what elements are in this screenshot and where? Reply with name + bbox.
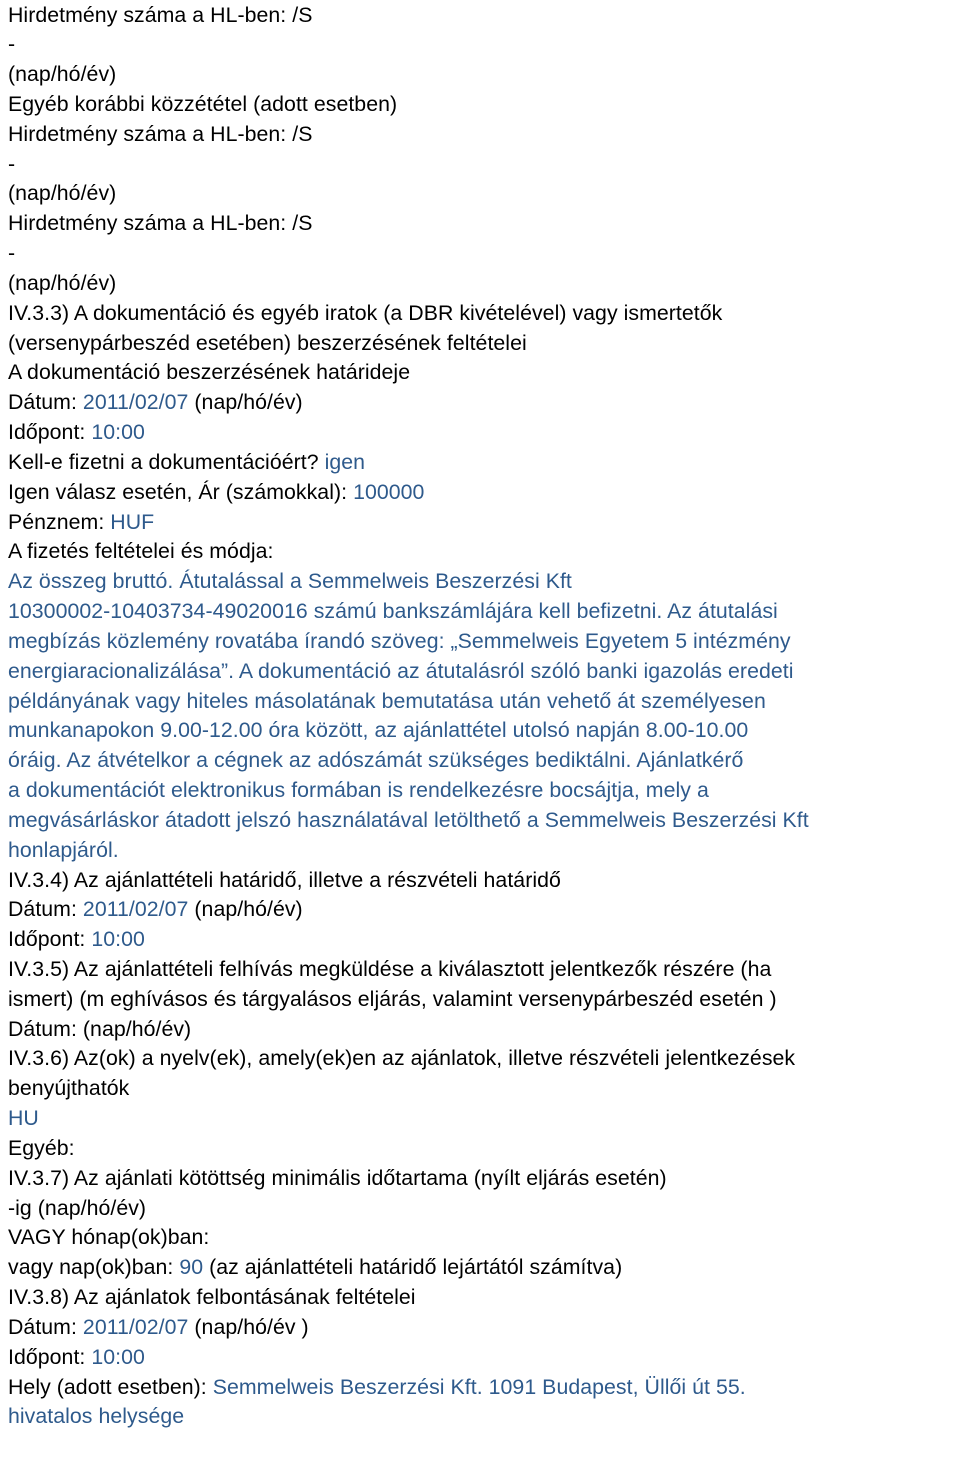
field-label: IV.3.5) Az ajánlattételi felhívás megküldése a kiválasztott jelentkezők részére (ha xyxy=(8,957,772,981)
field-label: (nap/hó/év) xyxy=(188,897,303,922)
field-label: - xyxy=(8,151,16,176)
field-value: óráig. Az átvételkor a cégnek az adószámát szükséges bediktálni. Ajánlatkérő xyxy=(8,748,744,773)
field-label: (nap/hó/év) xyxy=(8,62,117,87)
field-label: IV.3.3) A dokumentáció és egyéb iratok (a DBR kivételével) vagy ismertetők xyxy=(8,300,723,325)
field-label: vagy nap(ok)ban: xyxy=(8,1255,180,1280)
field-label: - xyxy=(8,241,16,266)
document-line xyxy=(8,656,958,686)
document-line xyxy=(8,1372,958,1402)
field-label: Időpont: xyxy=(8,927,92,952)
document-line xyxy=(8,477,958,507)
document-line xyxy=(8,954,958,984)
document-line xyxy=(8,745,958,775)
document-line xyxy=(8,298,958,328)
field-label: Hirdetmény száma a HL-ben: /S xyxy=(8,211,313,236)
field-value: igen xyxy=(324,449,366,474)
field-label: benyújthatók xyxy=(8,1076,130,1101)
field-value: megvásárláskor átadott jelszó használatával letölthető a Semmelweis Beszerzési Kft xyxy=(8,807,809,832)
field-label: Egyéb korábbi közzététel (adott esetben) xyxy=(8,91,398,116)
document-line xyxy=(8,119,958,149)
field-label: Dátum: xyxy=(8,1314,83,1339)
field-label: Időpont: xyxy=(8,1344,92,1369)
document-line xyxy=(8,805,958,835)
document-line xyxy=(8,1043,958,1073)
document-line xyxy=(8,29,958,59)
field-value: Az összeg bruttó. Átutalással a Semmelweis Beszerzési Kft xyxy=(8,569,572,594)
document-line xyxy=(8,1103,958,1133)
document-line xyxy=(8,596,958,626)
field-value: Semmelweis Beszerzési Kft. 1091 Budapest, Üllői út 55. xyxy=(212,1374,746,1399)
document-line xyxy=(8,507,958,537)
field-label: -ig (nap/hó/év) xyxy=(8,1195,147,1220)
field-label: IV.3.7) Az ajánlati kötöttség minimális időtartama (nyílt eljárás esetén) xyxy=(8,1165,667,1190)
field-label: (az ajánlattételi határidő lejártától számítva) xyxy=(203,1255,623,1280)
document-line xyxy=(8,1193,958,1223)
field-label: Igen válasz esetén, Ár (számokkal): xyxy=(8,479,354,504)
document-line xyxy=(8,536,958,566)
field-label: Időpont: xyxy=(8,420,92,445)
field-label: Dátum: (nap/hó/év) xyxy=(8,1016,192,1041)
document-body xyxy=(8,0,958,1432)
document-line xyxy=(8,865,958,895)
field-label: (nap/hó/év) xyxy=(188,390,303,415)
field-value: 2011/02/07 xyxy=(82,897,189,922)
field-label: (nap/hó/év) xyxy=(8,181,117,206)
document-line xyxy=(8,1401,958,1431)
document-line xyxy=(8,924,958,954)
document-line xyxy=(8,1252,958,1282)
document-line xyxy=(8,1073,958,1103)
field-label: IV.3.6) Az(ok) a nyelv(ek), amely(ek)en az ajánlatok, illetve részvételi jelentkezések xyxy=(8,1046,796,1071)
document-line xyxy=(8,357,958,387)
field-label: Dátum: xyxy=(8,390,83,415)
field-label: Kell-e fizetni a dokumentációért? xyxy=(8,449,325,474)
field-label: (nap/hó/év ) xyxy=(188,1314,309,1339)
field-value: 2011/02/07 xyxy=(82,1314,189,1339)
field-label: IV.3.4) Az ajánlattételi határidő, illetve a részvételi határidő xyxy=(8,867,561,892)
field-value: 90 xyxy=(179,1255,204,1280)
document-line xyxy=(8,566,958,596)
field-value: honlapjáról. xyxy=(8,837,119,862)
field-label: Hely (adott esetben): xyxy=(8,1374,213,1399)
document-line xyxy=(8,417,958,447)
field-label: Hirdetmény száma a HL-ben: /S xyxy=(8,121,313,146)
field-label: (nap/hó/év) xyxy=(8,270,117,295)
document-line xyxy=(8,149,958,179)
document-line xyxy=(8,0,958,30)
document-line xyxy=(8,1342,958,1372)
document-line xyxy=(8,178,958,208)
document-line xyxy=(8,1014,958,1044)
field-value: megbízás közlemény rovatába írandó szöveg: „Semmelweis Egyetem 5 intézmény xyxy=(8,628,791,653)
document-line xyxy=(8,835,958,865)
document-line xyxy=(8,1282,958,1312)
document-line xyxy=(8,89,958,119)
document-line xyxy=(8,984,958,1014)
document-line xyxy=(8,1133,958,1163)
field-label: IV.3.8) Az ajánlatok felbontásának feltételei xyxy=(8,1285,416,1310)
field-label: - xyxy=(8,32,16,57)
field-label: Dátum: xyxy=(8,897,83,922)
field-label: Pénznem: xyxy=(8,509,111,534)
document-line xyxy=(8,328,958,358)
field-label: Egyéb: xyxy=(8,1135,75,1160)
field-value: energiaracionalizálása”. A dokumentáció az átutalásról szóló banki igazolás eredeti xyxy=(8,658,794,683)
document-line xyxy=(8,59,958,89)
field-value: hivatalos helysége xyxy=(8,1404,185,1429)
field-value: 100000 xyxy=(353,479,425,504)
field-value: 10:00 xyxy=(91,420,145,445)
document-line xyxy=(8,686,958,716)
field-label: Hirdetmény száma a HL-ben: /S xyxy=(8,2,313,27)
document-line xyxy=(8,626,958,656)
document-line xyxy=(8,775,958,805)
document-line xyxy=(8,268,958,298)
field-value: 10:00 xyxy=(91,1344,145,1369)
field-value: 2011/02/07 xyxy=(82,390,189,415)
document-line xyxy=(8,1312,958,1342)
document-line xyxy=(8,894,958,924)
document-line xyxy=(8,715,958,745)
field-value: 10:00 xyxy=(91,927,145,952)
document-line xyxy=(8,1222,958,1252)
field-label: VAGY hónap(ok)ban: xyxy=(8,1225,210,1250)
field-label: A fizetés feltételei és módja: xyxy=(8,539,274,564)
field-value: 10300002-10403734-49020016 számú bankszámlájára kell befizetni. Az átutalási xyxy=(8,599,778,624)
document-line xyxy=(8,238,958,268)
field-value: példányának vagy hiteles másolatának bemutatása után vehető át személyesen xyxy=(8,688,766,713)
document-line xyxy=(8,208,958,238)
field-label: ismert) (m eghívásos és tárgyalásos eljárás, valamint versenypárbeszéd esetén ) xyxy=(8,986,777,1011)
field-value: HUF xyxy=(110,509,155,534)
field-label: A dokumentáció beszerzésének határideje xyxy=(8,360,411,385)
field-value: HU xyxy=(8,1106,39,1131)
document-line xyxy=(8,387,958,417)
document-line xyxy=(8,1163,958,1193)
document-line xyxy=(8,447,958,477)
field-value: munkanapokon 9.00-12.00 óra között, az ajánlattétel utolsó napján 8.00-10.00 xyxy=(8,718,749,743)
field-value: a dokumentációt elektronikus formában is rendelkezésre bocsájtja, mely a xyxy=(8,778,709,803)
field-label: (versenypárbeszéd esetében) beszerzésének feltételei xyxy=(8,330,527,355)
